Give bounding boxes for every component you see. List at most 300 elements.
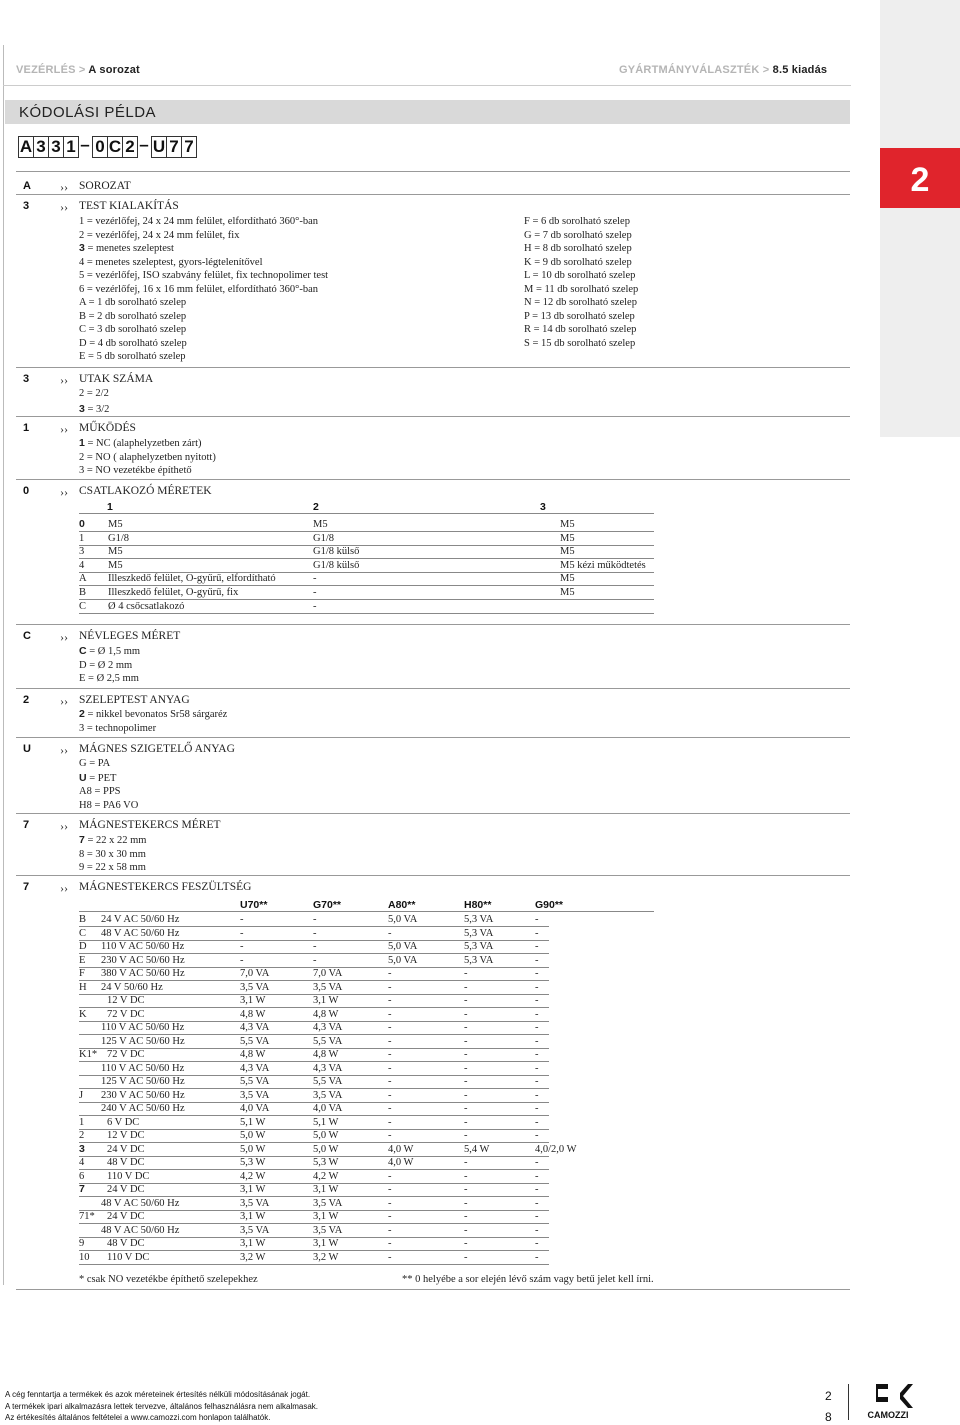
table-cell: -: [240, 941, 244, 952]
table-cell: -: [535, 1238, 539, 1249]
option-item: 4 = menetes szeleptest, gyors-légtelenítővel: [79, 256, 263, 268]
row-code: E: [79, 954, 86, 966]
section-code: 7: [23, 819, 30, 831]
table-cell: 4,3 VA: [240, 1062, 270, 1074]
row-code: 6: [79, 1170, 85, 1182]
table-cell: 5,0 W: [240, 1130, 266, 1141]
table-cell: M5: [108, 559, 123, 571]
table-cell: -: [313, 941, 317, 952]
section-arrow: ››: [60, 881, 68, 895]
code-char: 3: [48, 136, 64, 158]
table-cell: M5: [560, 532, 575, 544]
table-cell: 5,3 VA: [464, 927, 494, 939]
code-dash: –: [80, 135, 90, 154]
section-divider: [16, 416, 850, 417]
table-cell: 3,5 VA: [313, 1089, 343, 1101]
code-dash: –: [139, 135, 149, 154]
table-cell: -: [535, 1170, 539, 1182]
section-divider: [16, 813, 850, 814]
table-cell: -: [388, 1076, 392, 1087]
section-code: 3: [23, 200, 30, 212]
table-cell: -: [535, 1089, 539, 1101]
code-char: 3: [33, 136, 49, 158]
section-title: MÁGNES SZIGETELŐ ANYAG: [79, 743, 235, 755]
table-cell: -: [313, 954, 317, 966]
table-cell: -: [464, 1022, 468, 1033]
row-code: A: [79, 573, 87, 585]
section-code: 2: [23, 694, 30, 706]
table-cell: 110 V AC 50/60 Hz: [101, 1022, 185, 1033]
table-cell: G1/8 külső: [313, 546, 360, 558]
option-item: H8 = PA6 VO: [79, 799, 139, 811]
table-cell: 5,4 W: [464, 1143, 490, 1155]
row-code: 3: [79, 1142, 85, 1155]
table-cell: -: [535, 1076, 539, 1087]
table-cell: 3,1 W: [313, 1238, 339, 1249]
option-item: M = 11 db sorolható szelep: [524, 283, 639, 295]
table-cell: -: [464, 1035, 468, 1047]
breadcrumb-current[interactable]: A sorozat: [88, 64, 140, 76]
row-code: B: [79, 587, 87, 598]
footer-line: Az értékesítés általános feltételei a www.camozzi.com honlapon találhatók.: [5, 1413, 271, 1422]
option-item: E = 5 db sorolható szelep: [79, 351, 186, 362]
option-item: H = 8 db sorolható szelep: [524, 243, 632, 254]
option-item: 7 = 22 x 22 mm: [79, 834, 147, 846]
section-title: MŰKÖDÉS: [79, 422, 136, 434]
option-item: 3 = technopolimer: [79, 722, 157, 734]
table-cell: M5: [313, 519, 328, 530]
section-code: C: [23, 630, 31, 642]
option-item: S = 15 db sorolható szelep: [524, 337, 636, 349]
table-cell: 3,2 W: [240, 1251, 266, 1263]
table-cell: -: [464, 1184, 468, 1195]
section-code: 1: [23, 422, 30, 434]
row-code: D: [79, 941, 87, 952]
option-item: 3 = menetes szeleptest: [79, 242, 174, 254]
section-arrow: ››: [60, 422, 68, 436]
table-cell: -: [388, 1022, 392, 1033]
table-cell: M5: [108, 519, 123, 530]
column-header: U70**: [240, 899, 268, 911]
table-cell: 5,5 VA: [240, 1035, 270, 1047]
code-char: 7: [181, 136, 197, 158]
table-cell: 24 V DC: [107, 1184, 145, 1195]
option-item: 2 = vezérlőfej, 24 x 24 mm felület, fix: [79, 229, 240, 241]
table-cell: -: [313, 914, 317, 925]
section-divider: [16, 171, 850, 172]
option-list: [79, 708, 227, 735]
page-number: 8: [825, 1410, 832, 1424]
table-cell: M5: [108, 546, 123, 558]
section-arrow: ››: [60, 373, 68, 387]
footer-line: A cég fenntartja a termékek és azok méreteinek értesítés nélküli módosításának jogát.: [5, 1390, 311, 1399]
table-cell: 3,5 VA: [240, 1197, 270, 1209]
table-cell: 4,3 VA: [240, 1022, 270, 1033]
table-cell: 3,1 W: [313, 995, 339, 1006]
table-cell: -: [535, 1035, 539, 1047]
side-tab-strip: [880, 0, 960, 437]
table-cell: -: [535, 1008, 539, 1020]
table-cell: 3,5 VA: [313, 1197, 343, 1209]
option-list: [79, 757, 138, 812]
column-header: 2: [313, 501, 319, 513]
table-rule: [79, 1264, 549, 1265]
footnote: * csak NO vezetékbe építhető szelepekhez: [79, 1274, 258, 1285]
table-cell: -: [535, 1062, 539, 1074]
section-divider: [16, 624, 850, 625]
table-cell: 110 V AC 50/60 Hz: [101, 941, 185, 952]
table-cell: -: [535, 995, 539, 1006]
table-cell: -: [535, 1211, 539, 1222]
table-cell: -: [464, 1170, 468, 1182]
table-cell: 5,5 VA: [313, 1035, 343, 1047]
section-title: MÁGNESTEKERCS MÉRET: [79, 819, 221, 831]
table-cell: -: [388, 1008, 392, 1020]
option-item: F = 6 db sorolható szelep: [524, 216, 630, 227]
column-header: 3: [540, 501, 546, 513]
table-cell: G1/8: [313, 532, 334, 544]
table-cell: 6 V DC: [107, 1116, 140, 1128]
section-title: SOROZAT: [79, 180, 131, 192]
option-item: L = 10 db sorolható szelep: [524, 270, 636, 281]
table-cell: -: [313, 573, 317, 585]
option-item: N = 12 db sorolható szelep: [524, 297, 637, 308]
table-rule: [79, 513, 654, 514]
table-cell: 230 V AC 50/60 Hz: [101, 1089, 185, 1101]
table-cell: 5,5 VA: [313, 1076, 343, 1087]
section-divider: [16, 194, 850, 195]
table-cell: 380 V AC 50/60 Hz: [101, 968, 185, 979]
table-cell: 4,0 W: [388, 1157, 414, 1168]
table-cell: 48 V AC 50/60 Hz: [101, 1224, 180, 1236]
option-list-right: [524, 215, 638, 350]
table-cell: M5: [560, 546, 575, 558]
code-char: A: [19, 137, 33, 156]
table-cell: -: [313, 927, 317, 939]
table-cell: -: [240, 914, 244, 925]
table-cell: 12 V DC: [107, 1130, 145, 1141]
table-cell: 110 V DC: [107, 1251, 150, 1263]
row-code: F: [79, 968, 85, 979]
row-code: K1*: [79, 1049, 98, 1060]
table-cell: -: [535, 1197, 539, 1209]
table-cell: 3,1 W: [240, 1211, 266, 1222]
option-item: D = 4 db sorolható szelep: [79, 337, 187, 349]
table-cell: -: [464, 968, 468, 979]
table-cell: 4,2 W: [313, 1170, 339, 1182]
table-cell: M5: [560, 573, 575, 585]
section-arrow: ››: [60, 485, 68, 499]
table-cell: 3,1 W: [313, 1211, 339, 1222]
table-cell: 4,0/2,0 W: [535, 1143, 577, 1155]
table-cell: -: [388, 995, 392, 1006]
table-cell: -: [464, 1103, 468, 1114]
section-arrow: ››: [60, 819, 68, 833]
row-code: 4: [79, 559, 85, 571]
option-item: 5 = vezérlőfej, ISO szabvány felület, fix technopolimer test: [79, 270, 329, 281]
table-cell: 5,1 W: [313, 1116, 339, 1128]
table-cell: 4,0 W: [388, 1143, 414, 1155]
option-item: K = 9 db sorolható szelep: [524, 256, 632, 268]
coding-example: [18, 136, 196, 158]
svg-text:CAMOZZI: CAMOZZI: [867, 1410, 909, 1420]
table-cell: -: [240, 927, 244, 939]
table-cell: -: [535, 941, 539, 952]
option-item: B = 2 db sorolható szelep: [79, 310, 187, 322]
code-char: 7: [166, 136, 182, 158]
table-cell: G1/8: [108, 532, 129, 544]
section-title: NÉVLEGES MÉRET: [79, 630, 181, 642]
table-cell: -: [535, 1049, 539, 1060]
section-title: UTAK SZÁMA: [79, 373, 154, 385]
table-cell: 5,0 W: [313, 1130, 339, 1141]
table-cell: -: [388, 1251, 392, 1263]
table-cell: 7,0 VA: [240, 968, 270, 979]
table-cell: -: [388, 981, 392, 993]
section-divider: [16, 737, 850, 738]
table-cell: -: [535, 1103, 539, 1114]
table-cell: -: [388, 1049, 392, 1060]
section-arrow: ››: [60, 180, 68, 194]
option-item: P = 13 db sorolható szelep: [524, 310, 635, 322]
table-cell: -: [388, 1130, 392, 1141]
table-cell: -: [464, 1238, 468, 1249]
table-cell: 72 V DC: [107, 1008, 145, 1020]
table-cell: 3,5 VA: [240, 1089, 270, 1101]
row-code: 0: [79, 518, 85, 530]
table-cell: 5,5 VA: [240, 1076, 270, 1087]
code-char: 1: [63, 136, 79, 158]
table-cell: 3,1 W: [240, 1184, 266, 1195]
option-item: 3 = NO vezetékbe építhető: [79, 465, 192, 476]
option-item: U = PET: [79, 771, 117, 784]
table-cell: 4,8 W: [313, 1049, 339, 1060]
table-cell: 48 V AC 50/60 Hz: [101, 927, 180, 939]
table-rule: [79, 613, 654, 614]
table-cell: -: [464, 995, 468, 1006]
section-arrow: ››: [60, 630, 68, 644]
option-item: 2 = nikkel bevonatos Sr58 sárgaréz: [79, 708, 228, 720]
page-title: KÓDOLÁSI PÉLDA: [19, 104, 157, 121]
section-title: TEST KIALAKÍTÁS: [79, 200, 179, 212]
table-cell: -: [388, 1197, 392, 1209]
table-cell: 110 V DC: [107, 1170, 150, 1182]
table-cell: 125 V AC 50/60 Hz: [101, 1076, 185, 1087]
section-code: 0: [23, 485, 30, 497]
option-item: A = 1 db sorolható szelep: [79, 297, 187, 308]
table-cell: 48 V DC: [107, 1238, 145, 1249]
title-bar: [5, 100, 850, 124]
code-char: 2: [122, 136, 138, 158]
table-cell: -: [535, 1157, 539, 1168]
table-cell: 3,1 W: [313, 1184, 339, 1195]
option-item: C = 3 db sorolható szelep: [79, 324, 187, 335]
row-code: 9: [79, 1238, 85, 1249]
section-arrow: ››: [60, 200, 68, 214]
table-cell: 24 V AC 50/60 Hz: [101, 914, 180, 925]
table-cell: -: [535, 1224, 539, 1236]
option-list: [79, 834, 146, 875]
table-cell: 3,5 VA: [313, 981, 343, 993]
section-title: CSATLAKOZÓ MÉRETEK: [79, 485, 212, 497]
option-list: [79, 645, 140, 686]
table-cell: -: [535, 1251, 539, 1263]
table-cell: -: [388, 1184, 392, 1195]
table-cell: -: [464, 1049, 468, 1060]
table-cell: -: [535, 954, 539, 966]
camozzi-logo: [858, 1380, 918, 1420]
table-cell: -: [313, 587, 317, 598]
table-cell: 3,5 VA: [240, 981, 270, 993]
edition-label: 8.5 kiadás: [772, 64, 828, 76]
column-header: A80**: [388, 899, 416, 911]
table-cell: 72 V DC: [107, 1049, 145, 1060]
table-cell: -: [313, 600, 317, 612]
table-cell: Illeszkedő felület, O-gyűrű, elfordítható: [108, 573, 276, 585]
row-code: 2: [79, 1130, 85, 1141]
row-code: K: [79, 1008, 87, 1020]
option-item: R = 14 db sorolható szelep: [524, 324, 637, 335]
table-cell: -: [388, 1224, 392, 1236]
table-cell: -: [464, 981, 468, 993]
table-cell: 5,3 VA: [464, 914, 494, 925]
option-item: E = Ø 2,5 mm: [79, 673, 139, 684]
section-divider: [16, 688, 850, 689]
section-divider: [16, 367, 850, 368]
table-cell: 4,0 VA: [313, 1103, 343, 1114]
row-code: 7: [79, 1183, 85, 1195]
table-cell: -: [388, 968, 392, 979]
table-cell: -: [388, 1170, 392, 1182]
table-cell: Ø 4 csőcsatlakozó: [108, 600, 185, 612]
table-cell: 4,2 W: [240, 1170, 266, 1182]
table-cell: 5,0 VA: [388, 914, 418, 925]
table-cell: -: [535, 968, 539, 979]
table-cell: 4,8 W: [240, 1049, 266, 1060]
table-cell: 48 V AC 50/60 Hz: [101, 1197, 180, 1209]
row-code: B: [79, 914, 87, 925]
section-code: 7: [23, 881, 30, 893]
table-cell: -: [464, 1197, 468, 1209]
footer-line: A termékek ipari alkalmazásra lettek tervezve, általános felhasználásra nem alkalmasak.: [5, 1401, 319, 1411]
chapter-number: 2: [825, 1389, 832, 1403]
chapter-tab[interactable]: 2: [880, 148, 960, 208]
table-cell: 7,0 VA: [313, 968, 343, 979]
table-cell: Illeszkedő felület, O-gyűrű, fix: [108, 587, 239, 598]
row-code: J: [79, 1089, 84, 1101]
table-cell: 5,1 W: [240, 1116, 266, 1128]
code-char: U: [152, 137, 166, 156]
table-cell: M5: [560, 587, 575, 598]
option-item: 8 = 30 x 30 mm: [79, 848, 146, 860]
option-item: G = PA: [79, 758, 111, 769]
table-cell: 24 V 50/60 Hz: [101, 981, 163, 993]
table-cell: -: [388, 1103, 392, 1114]
row-code: 1: [79, 1116, 85, 1128]
table-cell: 5,0 VA: [388, 954, 418, 966]
table-cell: 5,0 W: [240, 1143, 266, 1155]
table-cell: -: [535, 1116, 539, 1128]
row-code: 3: [79, 546, 85, 558]
table-cell: 5,3 VA: [464, 941, 494, 952]
code-char: C: [108, 137, 122, 156]
table-cell: 5,0 VA: [388, 941, 418, 952]
table-cell: 4,8 W: [240, 1008, 266, 1020]
option-item: 3 = 3/2: [79, 402, 110, 415]
table-cell: -: [388, 1211, 392, 1222]
table-cell: 230 V AC 50/60 Hz: [101, 954, 185, 966]
row-code: H: [79, 981, 87, 993]
section-divider: [16, 1289, 850, 1290]
table-cell: -: [535, 1184, 539, 1195]
section-arrow: ››: [60, 694, 68, 708]
table-cell: M5 kézi működtetés: [560, 559, 646, 571]
option-list: [79, 215, 328, 364]
option-item: D = Ø 2 mm: [79, 659, 133, 671]
table-cell: 240 V AC 50/60 Hz: [101, 1103, 185, 1114]
left-rule: [3, 45, 4, 1285]
option-item: A8 = PPS: [79, 786, 121, 797]
table-cell: 110 V AC 50/60 Hz: [101, 1062, 185, 1074]
row-code: 10: [79, 1251, 90, 1263]
option-item: 2 = NO ( alaphelyzetben nyitott): [79, 451, 216, 463]
column-header: G90**: [535, 899, 564, 911]
column-header: G70**: [313, 899, 342, 911]
row-code: 1: [79, 532, 85, 544]
table-cell: 4,3 VA: [313, 1062, 343, 1074]
table-cell: 24 V DC: [107, 1211, 145, 1222]
table-cell: 3,2 W: [313, 1251, 339, 1263]
footer-notes: [5, 1389, 318, 1424]
table-cell: -: [464, 1211, 468, 1222]
column-header: H80**: [464, 899, 492, 911]
option-item: 9 = 22 x 58 mm: [79, 862, 146, 873]
option-list: [79, 387, 109, 416]
breadcrumb-catalog[interactable]: GYÁRTMÁNYVÁLASZTÉK >: [619, 64, 770, 76]
table-cell: -: [464, 1130, 468, 1141]
section-title: SZELEPTEST ANYAG: [79, 694, 190, 706]
code-char: 0: [92, 136, 108, 158]
option-item: C = Ø 1,5 mm: [79, 645, 141, 657]
table-cell: -: [464, 1089, 468, 1101]
table-cell: 125 V AC 50/60 Hz: [101, 1035, 185, 1047]
row-code: C: [79, 600, 87, 612]
table-cell: 5,3 VA: [464, 954, 494, 966]
section-code: A: [23, 180, 31, 192]
row-code: 71*: [79, 1211, 95, 1222]
column-header: 1: [107, 501, 113, 513]
section-title: MÁGNESTEKERCS FESZÜLTSÉG: [79, 881, 252, 893]
table-cell: -: [464, 1076, 468, 1087]
section-arrow: ››: [60, 743, 68, 757]
table-cell: 4,3 VA: [313, 1022, 343, 1033]
table-cell: 3,5 VA: [313, 1224, 343, 1236]
table-cell: -: [464, 1008, 468, 1020]
table-cell: 24 V DC: [107, 1143, 145, 1155]
table-cell: 5,3 W: [240, 1157, 266, 1168]
section-divider: [16, 479, 850, 480]
section-code: 3: [23, 373, 30, 385]
table-cell: -: [388, 1116, 392, 1128]
table-cell: -: [464, 1251, 468, 1263]
table-cell: 5,3 W: [313, 1157, 339, 1168]
option-item: 1 = NC (alaphelyzetben zárt): [79, 437, 202, 449]
option-item: G = 7 db sorolható szelep: [524, 229, 632, 241]
breadcrumb-section[interactable]: VEZÉRLÉS >: [16, 64, 86, 76]
table-cell: -: [535, 927, 539, 939]
table-cell: -: [535, 914, 539, 925]
option-item: 2 = 2/2: [79, 388, 109, 399]
